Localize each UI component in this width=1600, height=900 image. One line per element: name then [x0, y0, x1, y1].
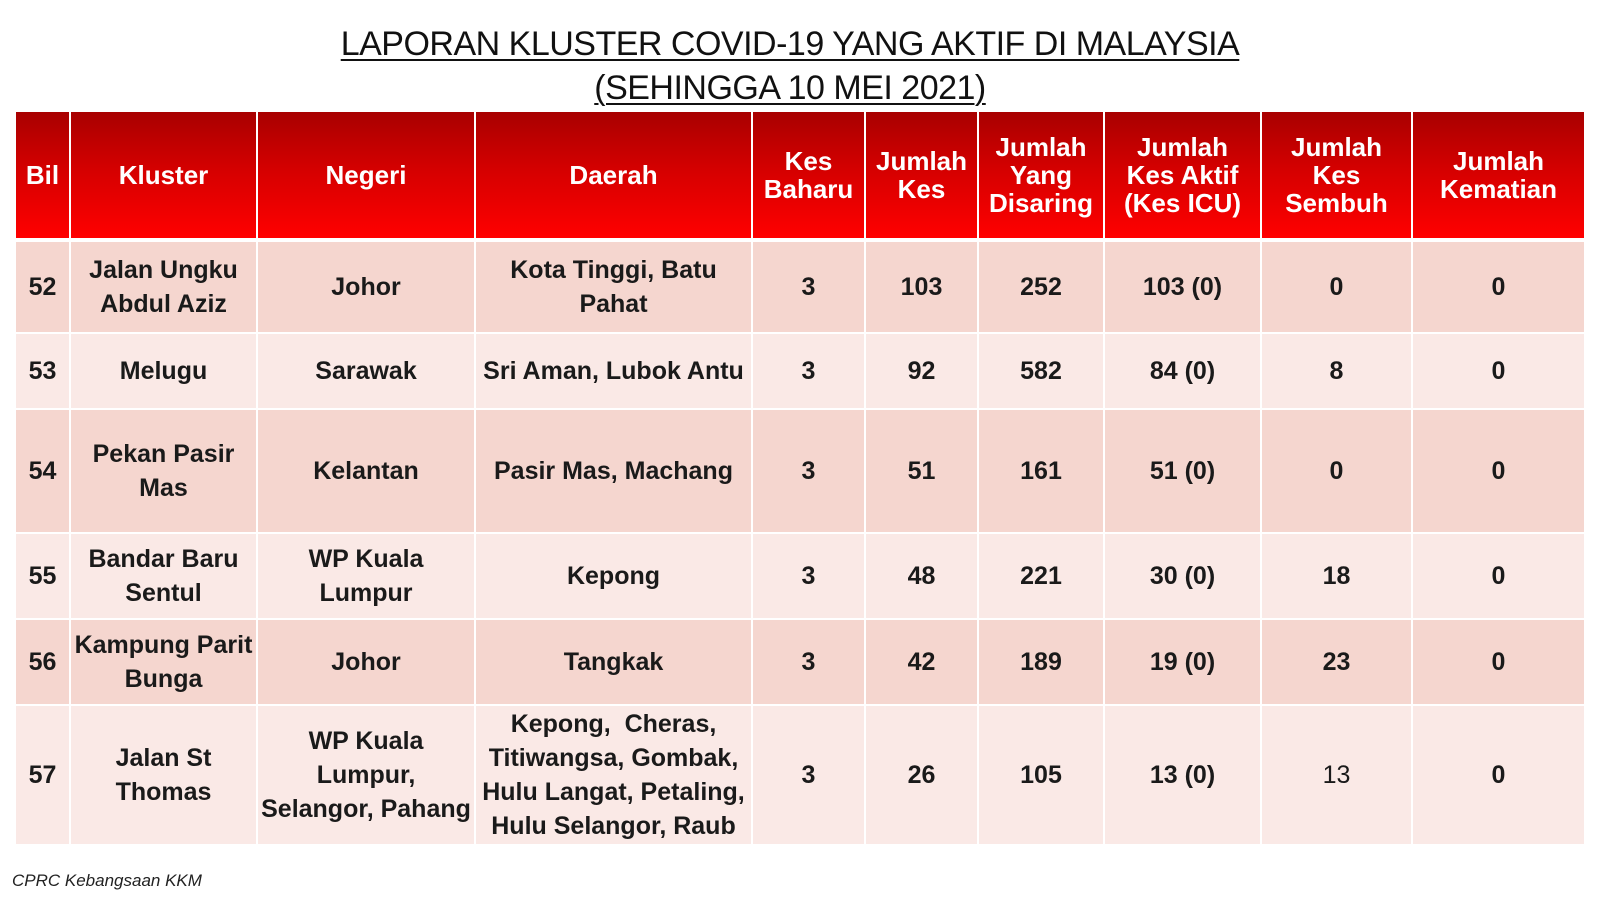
cell-kes-aktif: 84 (0): [1105, 334, 1262, 410]
cell-kematian: 0: [1413, 706, 1584, 846]
cell-kes-baharu: 3: [753, 620, 866, 706]
header-bil: Bil: [16, 112, 71, 242]
table-header-row: [16, 112, 1584, 242]
cell-daerah: Tangkak: [476, 620, 753, 706]
cell-jumlah-disaring: 189: [979, 620, 1105, 706]
cell-kluster: Bandar Baru Sentul: [71, 534, 258, 620]
cell-jumlah-kes: 42: [866, 620, 979, 706]
cell-jumlah-kes: 92: [866, 334, 979, 410]
cell-kluster: Melugu: [71, 334, 258, 410]
cell-sembuh: 8: [1262, 334, 1413, 410]
table-row: [16, 534, 1584, 620]
header-jumlah-kes-aktif: Jumlah Kes Aktif (Kes ICU): [1105, 112, 1262, 242]
cell-sembuh: 0: [1262, 410, 1413, 534]
cell-daerah: Kota Tinggi, Batu Pahat: [476, 242, 753, 334]
cell-kes-aktif: 19 (0): [1105, 620, 1262, 706]
cell-kes-aktif: 51 (0): [1105, 410, 1262, 534]
cell-jumlah-kes: 48: [866, 534, 979, 620]
cell-daerah: Kepong: [476, 534, 753, 620]
cell-daerah: Pasir Mas, Machang: [476, 410, 753, 534]
cell-sembuh: 0: [1262, 242, 1413, 334]
table-row: [16, 242, 1584, 334]
cell-jumlah-kes: 26: [866, 706, 979, 846]
cell-kes-baharu: 3: [753, 334, 866, 410]
header-jumlah-kes: Jumlah Kes: [866, 112, 979, 242]
cell-kes-baharu: 3: [753, 242, 866, 334]
cell-kematian: 0: [1413, 334, 1584, 410]
cell-kes-aktif: 103 (0): [1105, 242, 1262, 334]
cell-negeri: WP Kuala Lumpur, Selangor, Pahang: [258, 706, 476, 846]
cell-jumlah-disaring: 252: [979, 242, 1105, 334]
cell-negeri: Sarawak: [258, 334, 476, 410]
cell-negeri: Johor: [258, 620, 476, 706]
cell-sembuh: 13: [1262, 706, 1413, 846]
cell-kematian: 0: [1413, 242, 1584, 334]
header-kes-baharu: Kes Baharu: [753, 112, 866, 242]
cell-kes-baharu: 3: [753, 534, 866, 620]
cell-kluster: Jalan St Thomas: [71, 706, 258, 846]
footer-source: CPRC Kebangsaan KKM: [12, 871, 202, 890]
header-jumlah-kematian: Jumlah Kematian: [1413, 112, 1584, 242]
title-line-1: LAPORAN KLUSTER COVID-19 YANG AKTIF DI MALAYSIA: [340, 25, 1240, 63]
header-kluster: Kluster: [71, 112, 258, 242]
cell-bil: 56: [16, 620, 71, 706]
cell-jumlah-kes: 103: [866, 242, 979, 334]
cell-bil: 54: [16, 410, 71, 534]
header-jumlah-disaring: Jumlah Yang Disaring: [979, 112, 1105, 242]
cell-kluster: Kampung Parit Bunga: [71, 620, 258, 706]
page-title: [0, 22, 1580, 110]
table-row: [16, 706, 1584, 846]
header-negeri: Negeri: [258, 112, 476, 242]
cell-negeri: Johor: [258, 242, 476, 334]
cell-bil: 55: [16, 534, 71, 620]
cell-kematian: 0: [1413, 534, 1584, 620]
cell-sembuh: 23: [1262, 620, 1413, 706]
cell-sembuh: 18: [1262, 534, 1413, 620]
table-row: [16, 620, 1584, 706]
cell-kes-aktif: 30 (0): [1105, 534, 1262, 620]
cluster-table: [16, 112, 1584, 846]
header-daerah: Daerah: [476, 112, 753, 242]
cell-kematian: 0: [1413, 410, 1584, 534]
table-row: [16, 334, 1584, 410]
cell-jumlah-kes: 51: [866, 410, 979, 534]
cell-bil: 52: [16, 242, 71, 334]
cell-bil: 53: [16, 334, 71, 410]
cell-kes-aktif: 13 (0): [1105, 706, 1262, 846]
cell-kes-baharu: 3: [753, 706, 866, 846]
cell-bil: 57: [16, 706, 71, 846]
cell-kluster: Jalan Ungku Abdul Aziz: [71, 242, 258, 334]
header-jumlah-kes-sembuh: Jumlah Kes Sembuh: [1262, 112, 1413, 242]
cell-kluster: Pekan Pasir Mas: [71, 410, 258, 534]
cell-jumlah-disaring: 105: [979, 706, 1105, 846]
table-row: [16, 410, 1584, 534]
cell-jumlah-disaring: 221: [979, 534, 1105, 620]
cell-negeri: Kelantan: [258, 410, 476, 534]
cell-negeri: WP Kuala Lumpur: [258, 534, 476, 620]
title-line-2: (SEHINGGA 10 MEI 2021): [594, 69, 986, 107]
cell-daerah: Sri Aman, Lubok Antu: [476, 334, 753, 410]
cell-jumlah-disaring: 582: [979, 334, 1105, 410]
cell-kematian: 0: [1413, 620, 1584, 706]
cell-jumlah-disaring: 161: [979, 410, 1105, 534]
cell-daerah: Kepong, Cheras, Titiwangsa, Gombak, Hulu Langat, Petaling, Hulu Selangor, Raub: [476, 706, 753, 846]
cell-kes-baharu: 3: [753, 410, 866, 534]
